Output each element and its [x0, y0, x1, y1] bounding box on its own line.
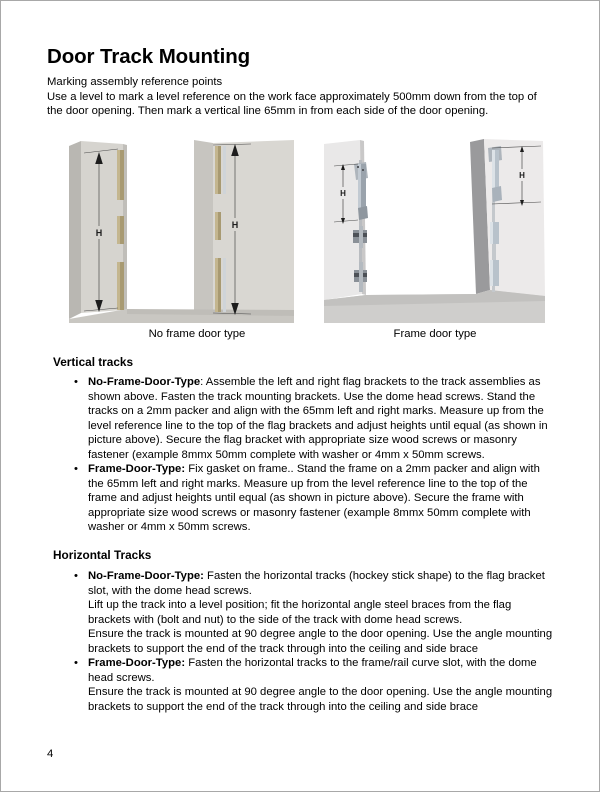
intro-paragraph: [47, 75, 555, 119]
bullet-glyph-icon: •: [74, 657, 78, 670]
bullet-list-horizontal-tracks: [47, 569, 555, 714]
caption-no-frame-door-type: No frame door type: [148, 328, 246, 340]
page-number: 4: [47, 748, 54, 760]
page-title: Door Track Mounting: [47, 45, 251, 68]
list-item-lead: No-Frame-Door-Type: [88, 376, 201, 388]
list-item: [47, 375, 555, 462]
figure-captions: [47, 328, 555, 344]
figure-row: [61, 138, 555, 323]
right-mid-bracket-highlight: [490, 222, 493, 244]
right-flag-bracket-highlight: [492, 150, 495, 190]
right-bottom-bracket-highlight: [490, 260, 493, 286]
bullet-glyph-icon: •: [74, 570, 78, 582]
right-pillar-side: [194, 140, 213, 314]
page-content: [47, 1, 555, 792]
right-track-middle-shade: [218, 212, 221, 240]
list-item-lead-suffix: :: [200, 376, 204, 388]
left-dim-label: H: [95, 228, 103, 238]
left-bottom-bracket-post: [359, 262, 363, 292]
right-track-bottom-metal: [223, 258, 226, 312]
list-item-extra-line: Lift up the track into a level position; fit the horizontal angle steel braces from the flag brackets with (bolt and nut) to the side of the track with dome head screws.: [88, 599, 512, 626]
section-heading-vertical-tracks: Vertical tracks: [53, 355, 134, 369]
left-bracket-bolt-2: [362, 169, 364, 171]
left-track-middle-highlight: [117, 216, 120, 244]
left-flag-bracket-highlight: [358, 164, 361, 210]
list-item-extra-line: Ensure the track is mounted at 90 degree angle to the door opening. Use the angle mounting brackets to support the end of the track through into the ceiling and side brace: [88, 628, 553, 655]
left-track-bottom-highlight: [117, 262, 120, 310]
bullet-glyph-icon: •: [74, 376, 78, 388]
frame-door-svg: [312, 138, 555, 323]
right-track-top-shade: [218, 146, 221, 194]
no-frame-door-svg: [61, 138, 304, 323]
section-heading-horizontal-tracks: Horizontal Tracks: [53, 548, 152, 562]
list-item-lead: Frame-Door-Type:: [88, 657, 186, 670]
left-mid-bracket-post: [359, 226, 363, 248]
list-item-body: Fasten the horizontal tracks (hockey stick shape) to the flag bracket slot, with the dome head screws.: [88, 570, 545, 597]
list-item: [47, 656, 555, 714]
right-mid-connector: [493, 244, 496, 260]
list-item-extra-line: Ensure the track is mounted at 90 degree angle to the door opening. Use the angle mounting brackets to support the end of the track through into the ceiling and side brace: [88, 686, 553, 713]
caption-frame-door-type: Frame door type: [393, 328, 477, 340]
list-item: [47, 569, 555, 656]
intro-line-2: Use a level to mark a level reference on the work face approximately 500mm down from the top of the door opening. Then mark a vertical line 65mm in from each side of the door opening.: [47, 90, 537, 118]
left-pillar-side: [69, 141, 81, 319]
right-dim-label: H: [519, 171, 525, 180]
right-dim-label: H: [231, 220, 239, 230]
bullet-glyph-icon: •: [74, 463, 78, 476]
list-item-body: Fasten the horizontal tracks to the frame/rail curve slot, with the dome head screws.: [88, 657, 537, 684]
left-track-top-highlight: [117, 150, 120, 200]
no-frame-door-type-diagram: [61, 138, 304, 323]
list-item-lead: No-Frame-Door-Type:: [88, 570, 204, 582]
left-bracket-bolt-1: [357, 166, 359, 168]
bullet-list-vertical-tracks: [47, 375, 555, 535]
list-item-body: Fix gasket on frame.. Stand the frame on a 2mm packer and align with the 65mm left and right marks. Measure up from the level reference line to the top of the frame and adjust heights until equal (as shown in picture above). Secure the frame with appropriate size wood screws or masonry fastener (example 8mmx 50mm complete with washer or 4mm x 50mm screws.: [88, 463, 540, 534]
list-item-body: Assemble the left and right flag brackets to the track assemblies as shown above. Fasten the track mounting brackets. Use the dome head screws. Stand the tracks on a 2mm packer and align with the 65mm left and right marks. Measure up from the level reference line to the top of the flag brackets and adjust heights until equal (as shown in picture above). Secure the flag bracket with appropriate size wood screws or masonry fastener (example 8mmx 50mm complete with washer or 4mm x 50mm screws.: [88, 376, 548, 461]
list-item-lead: Frame-Door-Type:: [88, 463, 186, 476]
right-track-bottom-shade: [218, 258, 221, 312]
list-item: [47, 462, 555, 535]
intro-line-1: Marking assembly reference points: [47, 76, 223, 88]
right-flag-bracket-foot: [492, 186, 502, 202]
left-dim-label: H: [340, 189, 346, 198]
left-flag-bracket-foot: [358, 206, 368, 220]
frame-door-type-diagram: [312, 138, 555, 323]
right-track-top-metal: [223, 146, 226, 194]
